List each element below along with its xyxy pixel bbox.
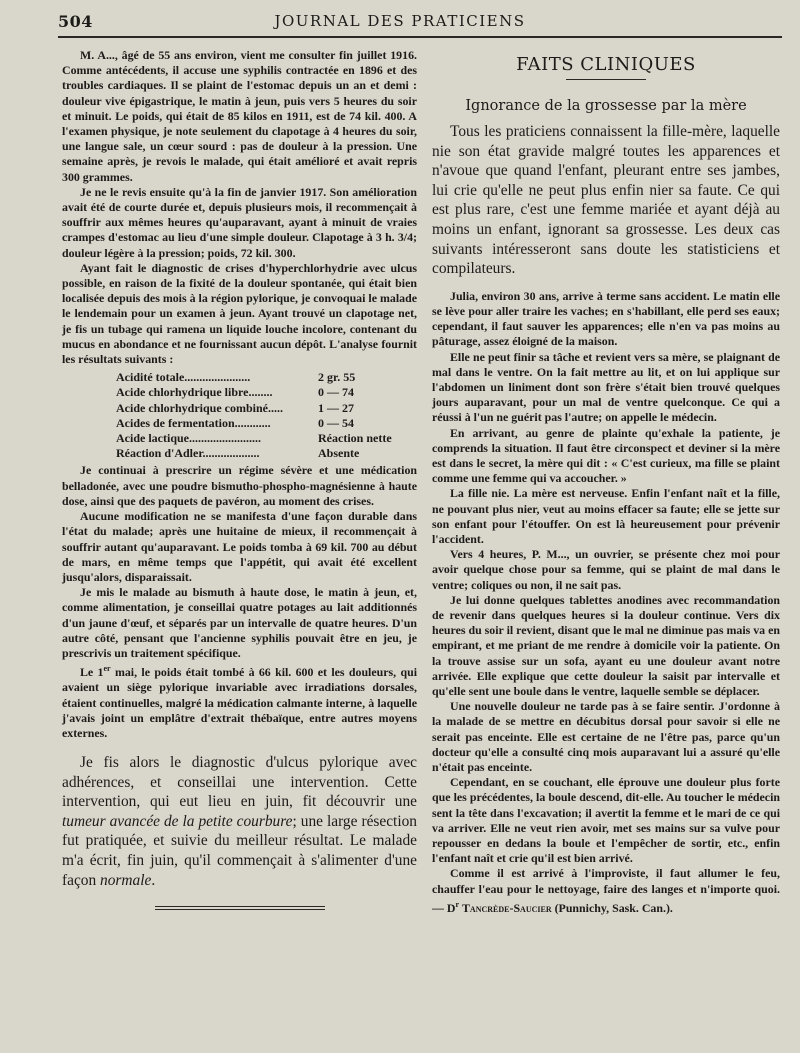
end-ornament: [155, 906, 325, 910]
analysis-row: [116, 431, 417, 446]
conclusion-paragraph: [62, 753, 417, 890]
article-paragraph: Cependant, en se couchant, elle éprouve une douleur plus forte que les précédentes, la boule descend, dit-elle. Au toucher le médecin sent la tête dans l'excavation; il avertit la femme et le mari de ce qui va arriver. Elle ne veut rien avoir, met ses mains sur sa vulve pour repousser en dedans la boule et l'empêcher de sortir, etc., enfin l'enfant naît et crie qu'il est bien arrivé.: [432, 775, 780, 866]
left-column: [62, 48, 417, 912]
case-paragraph-7: [62, 661, 417, 741]
running-title: JOURNAL DES PRATICIENS: [274, 12, 526, 30]
article-paragraph: Je lui donne quelques tablettes anodines avec recommandation de revenir dans quelques heures si la douleur continue. Vers dix heures du soir il revient, disant que le mal ne diminue pas mais va en empirant, et me priant de me rendre à domicile voir la patiente. On la trouve assise sur un sofa, ayant eu une douleur avant notre arrivée. Elle explique que cette douleur la saisit par intervalle et qu'elle sent une boule dans le ventre, laquelle semble se déplacer.: [432, 592, 780, 699]
case-paragraph-1: M. A..., âgé de 55 ans environ, vient me consulter fin juillet 1916. Comme antécédents, il accuse une syphilis contractée en 1896 et des troubles cardiaques. Il se plaint de l'estomac depuis un an et demi : douleur vive épigastrique, le matin à jeun, puis vers 5 heures du soir et minuit. Le poids, qui était de 85 kilos en 1911, est de 74 kil. 400. A l'examen physique, je note seulement du clapotage à 4 heures du soir, une langue sale, un cœur sourd : pas de douleur à la pression. Une semaine après, je revois le malade, qui était amélioré et avait repris 300 grammes.: [62, 48, 417, 184]
analysis-value: 0 — 54: [318, 415, 354, 430]
analysis-value: 1 — 27: [318, 400, 354, 415]
analysis-label: Acides de fermentation............: [116, 415, 271, 430]
article-body: [432, 289, 780, 916]
analysis-label: Réaction d'Adler...................: [116, 446, 260, 461]
article-paragraph: Une nouvelle douleur ne tarde pas à se faire sentir. J'ordonne à la malade de se mettre en décubitus dorsal pour savoir si elle ne serait pas enceinte. Elle est certaine de ne l'être pas, parce qu'un docteur qu'elle a consulté cinq mois auparavant lui a assuré qu'elle n'était pas enceinte.: [432, 699, 780, 775]
analysis-table: [116, 370, 417, 461]
analysis-row: [116, 385, 417, 400]
analysis-label: Acide lactique........................: [116, 431, 261, 446]
analysis-row: [116, 446, 417, 461]
article-title: Ignorance de la grossesse par la mère: [465, 98, 747, 114]
conclusion-italic-2: normale: [100, 871, 152, 889]
right-column: [432, 48, 780, 916]
conclusion-text-c: .: [151, 871, 156, 889]
analysis-value: 2 gr. 55: [318, 370, 356, 385]
page-number: 504: [58, 12, 93, 31]
case-paragraph-3: Ayant fait le diagnostic de crises d'hyperchlorhydrie avec ulcus possible, en raison de la fixité de la douleur spontanée, qui était bien localisée depuis des mois à la région pylorique, je convoquai le malade le lendemain pour un examen à jeun. Ayant trouvé un clapotage net, je fis un tubage qui ramena un liquide louche incolore, contenant du mucus en abondance et ne fournissant aucun dépôt. L'analyse fournit les résultats suivants :: [62, 260, 417, 367]
analysis-label: Acide chlorhydrique combiné.....: [116, 400, 283, 415]
closing-text: Comme il est arrivé à l'improviste, il faut allumer le feu, chauffer l'eau pour le nettoyage, faire des langes et n'importe quoi. — D: [432, 866, 780, 915]
article-paragraph: Julia, environ 30 ans, arrive à terme sans accident. Le matin elle se lève pour aller traire les vaches; en s'habillant, elle perd ses eaux; cependant, il faut sauver les apparences; elle n'en va pas moins au pâturage, assez éloigné de la maison.: [432, 288, 780, 349]
analysis-row: [116, 401, 417, 416]
p7-prefix: Le 1: [80, 665, 104, 680]
analysis-label: Acidité totale......................: [116, 370, 251, 385]
article-paragraph: Elle ne peut finir sa tâche et revient vers sa mère, se plaignant de mal dans le ventre. On la fait mettre au lit, et on lui applique sur l'abdomen un liniment dont son frère s'était bien trouvé quelques jours auparavant, pour un mal de ventre quelconque. Ce qui a réussi à l'un ne guérit pas l'autre; on appelle le médecin.: [432, 349, 780, 425]
author-place: (Punnichy, Sask. Can.).: [551, 900, 673, 915]
doctor-superscript: r: [455, 899, 460, 909]
case-paragraph-5: Aucune modification ne se manifesta d'une façon durable dans l'état du malade; après une huitaine de mieux, il recommençait à souffrir autant qu'auparavant. Le poids tomba à 69 kil. 700 au début de mars, en même temps que l'appétit, qui avait été excellent jusqu'alors, disparaissait.: [62, 509, 417, 584]
case-paragraph-6: Je mis le malade au bismuth à haute dose, le matin à jeun, et, comme alimentation, je conseillai quatre potages au lait additionnés d'un jaune d'œuf, et séparés par un intervalle de quatre heures. D'un autre côté, pensant que l'ancienne syphilis pouvait être en jeu, je prescrivis un traitement spécifique.: [62, 585, 417, 660]
article-closing-paragraph: [432, 866, 780, 916]
conclusion-text-a: Je fis alors le diagnostic d'ulcus pylorique avec adhérences, et conseillai une intervention. Cette intervention, qui eut lieu en juin, fit découvrir une: [62, 754, 417, 811]
case-paragraph-2: Je ne le revis ensuite qu'à la fin de janvier 1917. Son amélioration avait été de courte durée et, depuis plusieurs mois, il recommençait à souffrir aux mêmes heures qu'auparavant, ayant à minuit de vraies crampes d'estomac au lieu d'une simple douleur. Clapotage à 3 h. 3/4; douleur légère à la pression; poids, 72 kil. 300.: [62, 184, 417, 260]
case-paragraph-4: Je continuai à prescrire un régime sévère et une médication belladonée, avec une poudre bismutho-phospho-magnésienne à haute dose, ainsi que des paquets de pavéron, au moment des crises.: [62, 463, 417, 508]
p7-superscript: er: [103, 664, 111, 674]
article-paragraph: Vers 4 heures, P. M..., un ouvrier, se présente chez moi pour avoir quelque chose pour sa femme, qui se plaint de mal dans le ventre; coliques ou non, il ne sait pas.: [432, 547, 780, 592]
article-paragraph: La fille nie. La mère est nerveuse. Enfin l'enfant naît et la fille, ne pouvant plus nier, veut au moins effacer sa faute; elle se jette sur son enfant pour l'étouffer. On est là heureusement pour prévenir l'accident.: [432, 486, 780, 546]
analysis-row: [116, 370, 417, 385]
analysis-value: Réaction nette: [318, 431, 392, 446]
analysis-label: Acide chlorhydrique libre........: [116, 385, 273, 400]
analysis-row: [116, 416, 417, 431]
conclusion-italic: tumeur avancée de la petite courbure: [62, 812, 293, 830]
analysis-value: Absente: [318, 446, 360, 461]
article-intro: Tous les praticiens connaissent la fille-mère, laquelle nie son état gravide malgré toutes les apparences et n'avoue que quand l'enfant, pleurant entre ses jambes, lui crie qu'elle ne peut plus enfin nier sa faute. Ce qui est plus rare, c'est une femme mariée et ayant déjà au moins un enfant, ignorant sa grossesse. Les deux cas suivants intéresseront sans doute les statisticiens et compilateurs.: [432, 123, 780, 278]
section-rule: [566, 79, 646, 80]
p7-rest: mai, le poids était tombé à 66 kil. 600 et les douleurs, qui avaient un siège pylorique invariable avec irradiations dorsales, étaient continuelles, malgré la médication calmante interne, à laquelle j'avais joint un emplâtre d'extrait thébaïque, entre autres moyens externes.: [62, 665, 417, 740]
analysis-value: 0 — 74: [318, 385, 354, 400]
header-rule: [58, 36, 782, 38]
section-title: FAITS CLINIQUES: [516, 54, 696, 75]
article-paragraph: En arrivant, au genre de plainte qu'exhale la patiente, je comprends la situation. Il faut être circonspect et deviner si la mère est dans le secret, la mère qui dit : « C'est curieux, ma fille se plaint comme une femme qui va accoucher. »: [432, 425, 780, 486]
author-name: Tancrède-Saucier: [462, 900, 552, 915]
conclusion-text-b: ; une large résection fut pratiquée, et suivie du meilleur résultat. Le malade m'a écrit, fin juin, qu'il commençait à s'alimenter d'une façon: [62, 812, 417, 889]
